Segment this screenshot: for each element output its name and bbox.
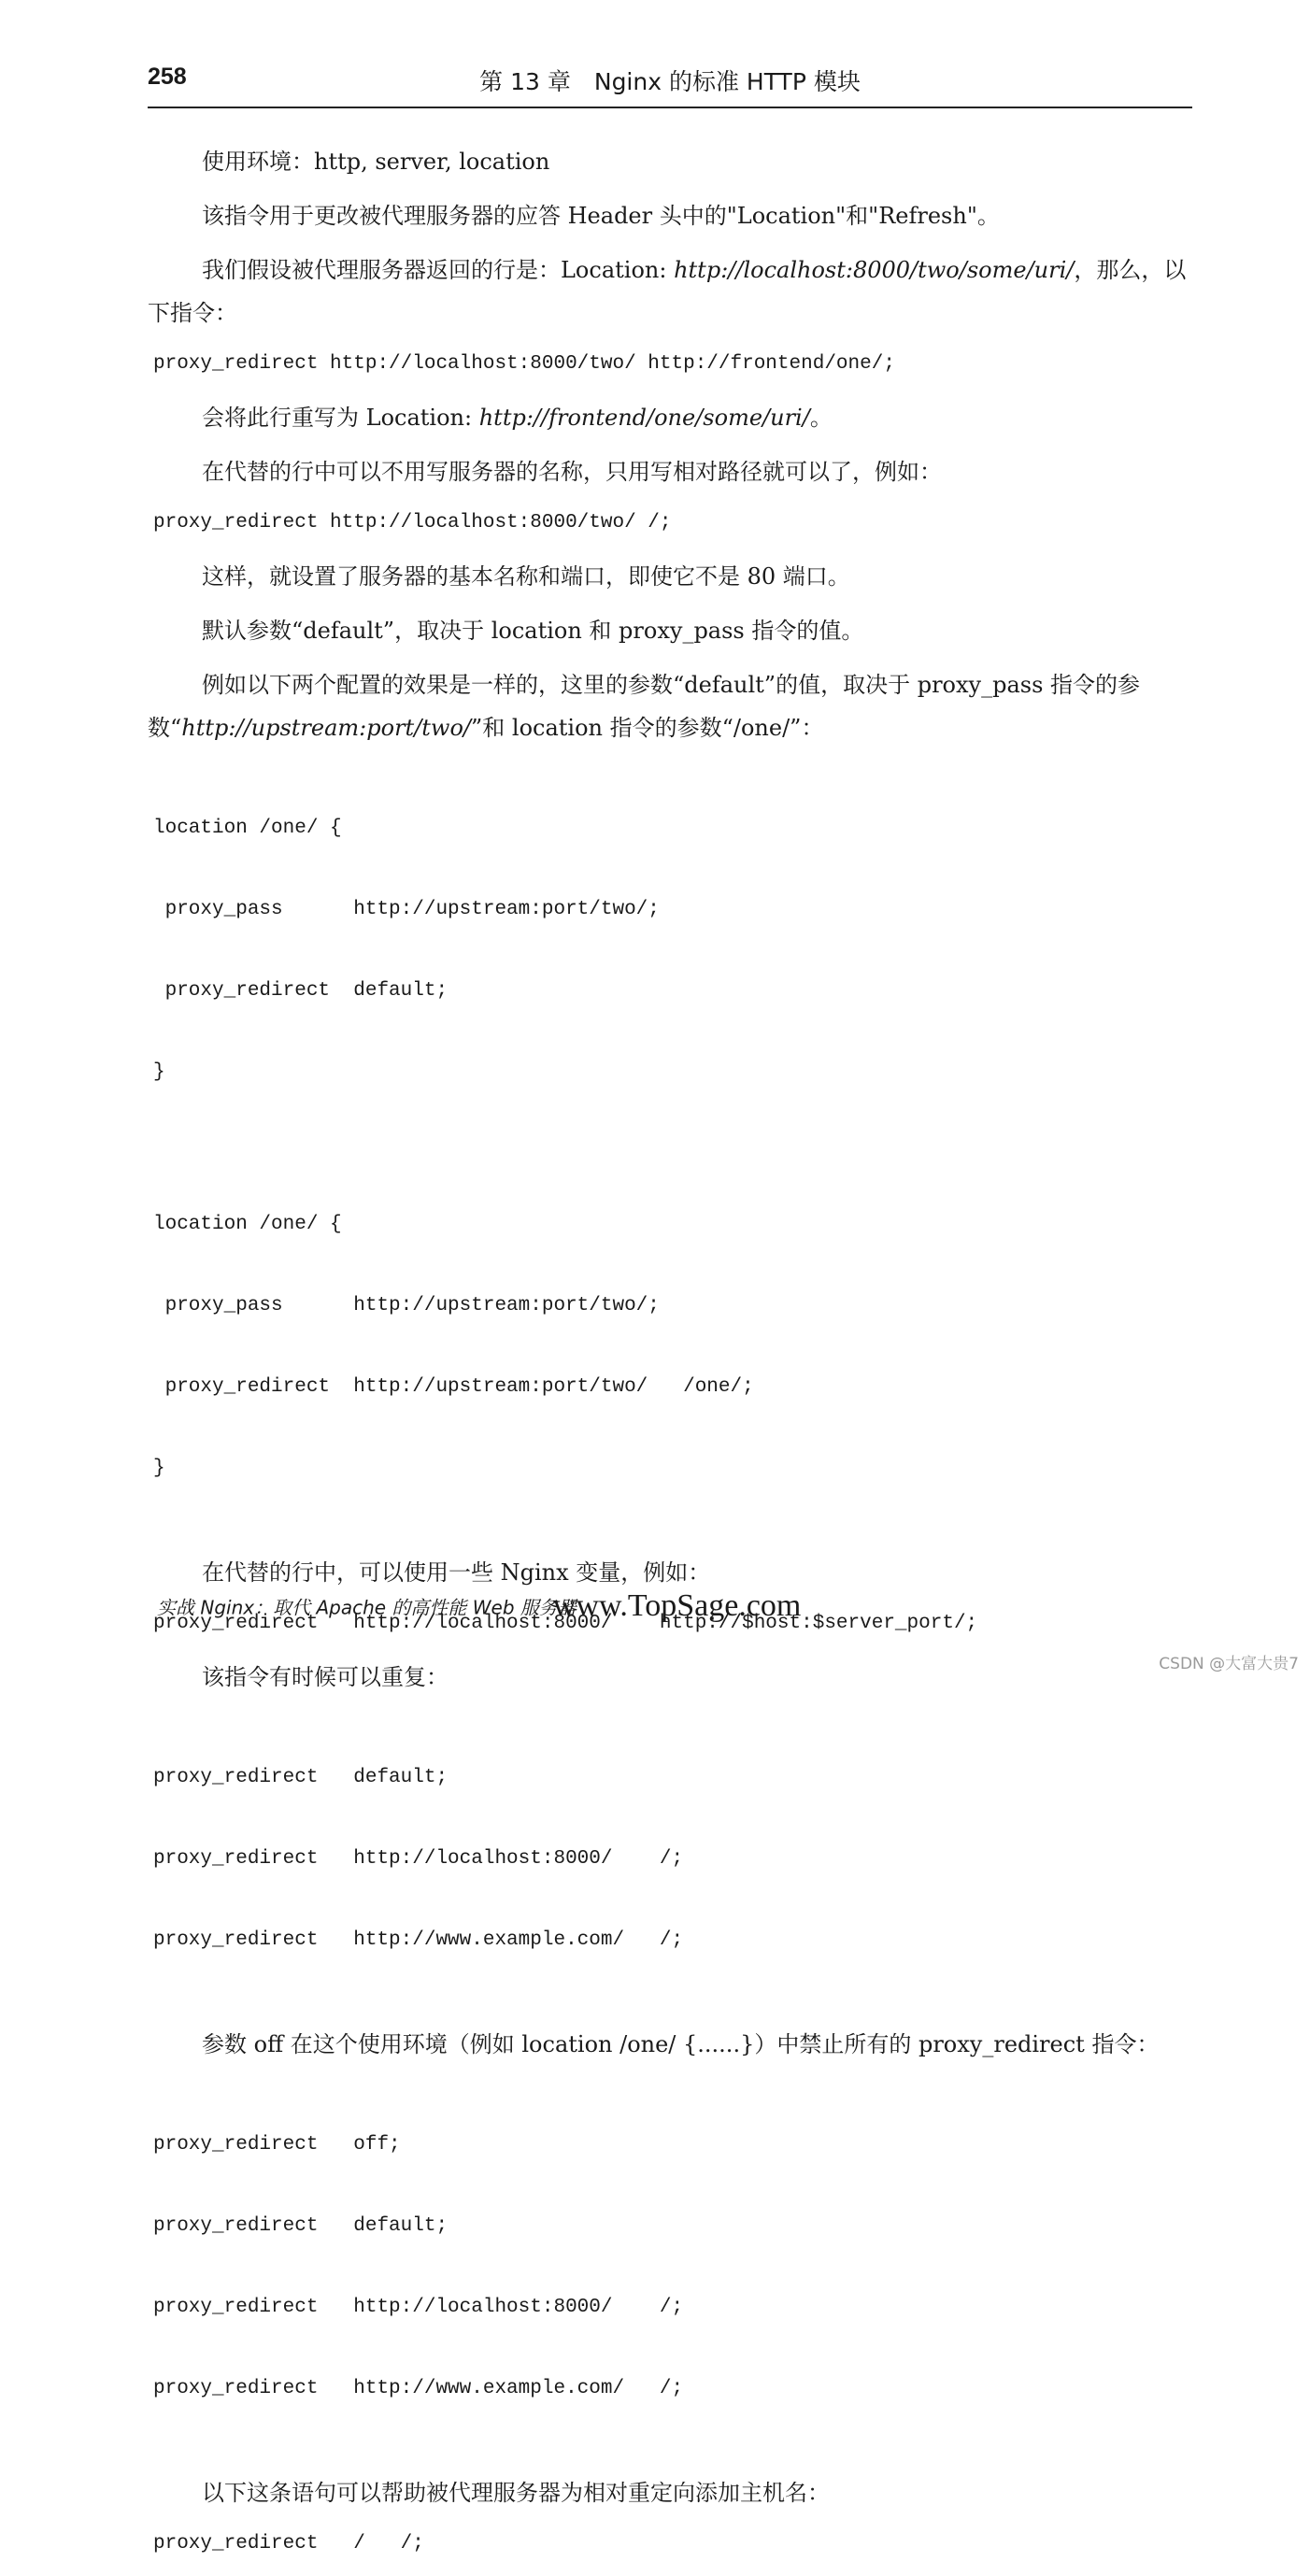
equivalent-configs-suffix: ”和 location 指令的参数“/one/”： [471, 715, 824, 741]
code-line: } [153, 1458, 165, 1479]
paragraph-hostname: 以下这条语句可以帮助被代理服务器为相对重定向添加主机名： [202, 2480, 830, 2506]
example-location-url: http://localhost:8000/two/some/uri/ [674, 257, 1075, 283]
code-line: proxy_pass http://upstream:port/two/; [153, 899, 660, 920]
footer-book-title: 实战 Nginx：取代 Apache 的高性能 Web 服务器 [157, 1596, 577, 1619]
code-block-8: proxy_redirect / /; [153, 2533, 424, 2555]
paragraph-off-param: 参数 off 在这个使用环境（例如 location /one/ {......}）中禁止所有的 proxy_redirect 指令： [202, 2031, 1160, 2057]
paragraph-repeat: 该指令有时候可以重复： [202, 1664, 449, 1690]
code-block-1: proxy_redirect http://localhost:8000/two/ http://frontend/one/; [153, 353, 895, 375]
code-block-6 [153, 1710, 1194, 2008]
page-body [148, 140, 1194, 2576]
rewrite-result-suffix: 。 [809, 405, 833, 431]
code-line: proxy_redirect default; [153, 1767, 449, 1788]
code-block-3 [153, 761, 1194, 1536]
paragraph-default-param: 默认参数“default”，取决于 location 和 proxy_pass 指令的值。 [202, 618, 864, 644]
code-block-7 [153, 2077, 1194, 2456]
rewrite-result-url: http://frontend/one/some/uri/ [478, 405, 810, 431]
code-line: proxy_redirect default; [153, 980, 449, 1002]
paragraph-rewrite-result [148, 396, 1194, 439]
code-line: proxy_redirect off; [153, 2134, 401, 2156]
paragraph-relative-path: 在代替的行中可以不用写服务器的名称，只用写相对路径就可以了，例如： [202, 459, 942, 485]
example-intro-text: 我们假设被代理服务器返回的行是：Location: [202, 257, 675, 283]
code-line: proxy_redirect http://localhost:8000/ /; [153, 1848, 684, 1870]
code-line: location /one/ { [153, 1214, 342, 1235]
code-line: proxy_redirect http://upstream:port/two/ /one/; [153, 1376, 754, 1398]
paragraph-description: 该指令用于更改被代理服务器的应答 Header 头中的"Location"和"Refresh"。 [202, 203, 1000, 229]
code-line: proxy_pass http://upstream:port/two/; [153, 1295, 660, 1316]
chapter-title: 第 13 章 Nginx 的标准 HTTP 模块 [479, 68, 861, 95]
paragraph-equivalent-configs [148, 663, 1194, 749]
paragraph-example-intro [148, 249, 1194, 334]
code-line: location /one/ { [153, 818, 342, 839]
code-block-2: proxy_redirect http://localhost:8000/two/ /; [153, 512, 672, 534]
code-block-5: proxy_redirect http://localhost:8000/ http://$host:$server_port/; [153, 1613, 978, 1634]
page-header [148, 58, 1192, 108]
paragraph-context: 使用环境：http, server, location [202, 149, 550, 175]
rewrite-result-text: 会将此行重写为 Location: [202, 405, 479, 431]
paragraph-variables: 在代替的行中，可以使用一些 Nginx 变量，例如： [202, 1559, 711, 1586]
equivalent-configs-text: 例如以下两个配置的效果是一样的，这里的参数“default”的值，取决于 proxy_pass 指令的参数“ [148, 672, 1141, 741]
watermark: CSDN @大富大贵7 [1159, 1655, 1299, 1673]
code-line: proxy_redirect http://www.example.com/ /; [153, 2378, 684, 2399]
page-number: 258 [148, 64, 187, 90]
code-line: } [153, 1061, 165, 1083]
example-intro-suffix: ，那么，以下指令： [148, 257, 1187, 326]
footer-site-link[interactable]: www.TopSage.com [552, 1588, 802, 1623]
code-line: proxy_redirect http://localhost:8000/ /; [153, 2297, 684, 2318]
page-footer [157, 1588, 801, 1626]
code-line: proxy_redirect http://www.example.com/ /; [153, 1929, 684, 1951]
code-line: proxy_redirect default; [153, 2215, 449, 2237]
equivalent-configs-url: http://upstream:port/two/ [181, 715, 471, 741]
paragraph-port-note: 这样，就设置了服务器的基本名称和端口，即使它不是 80 端口。 [202, 563, 850, 590]
